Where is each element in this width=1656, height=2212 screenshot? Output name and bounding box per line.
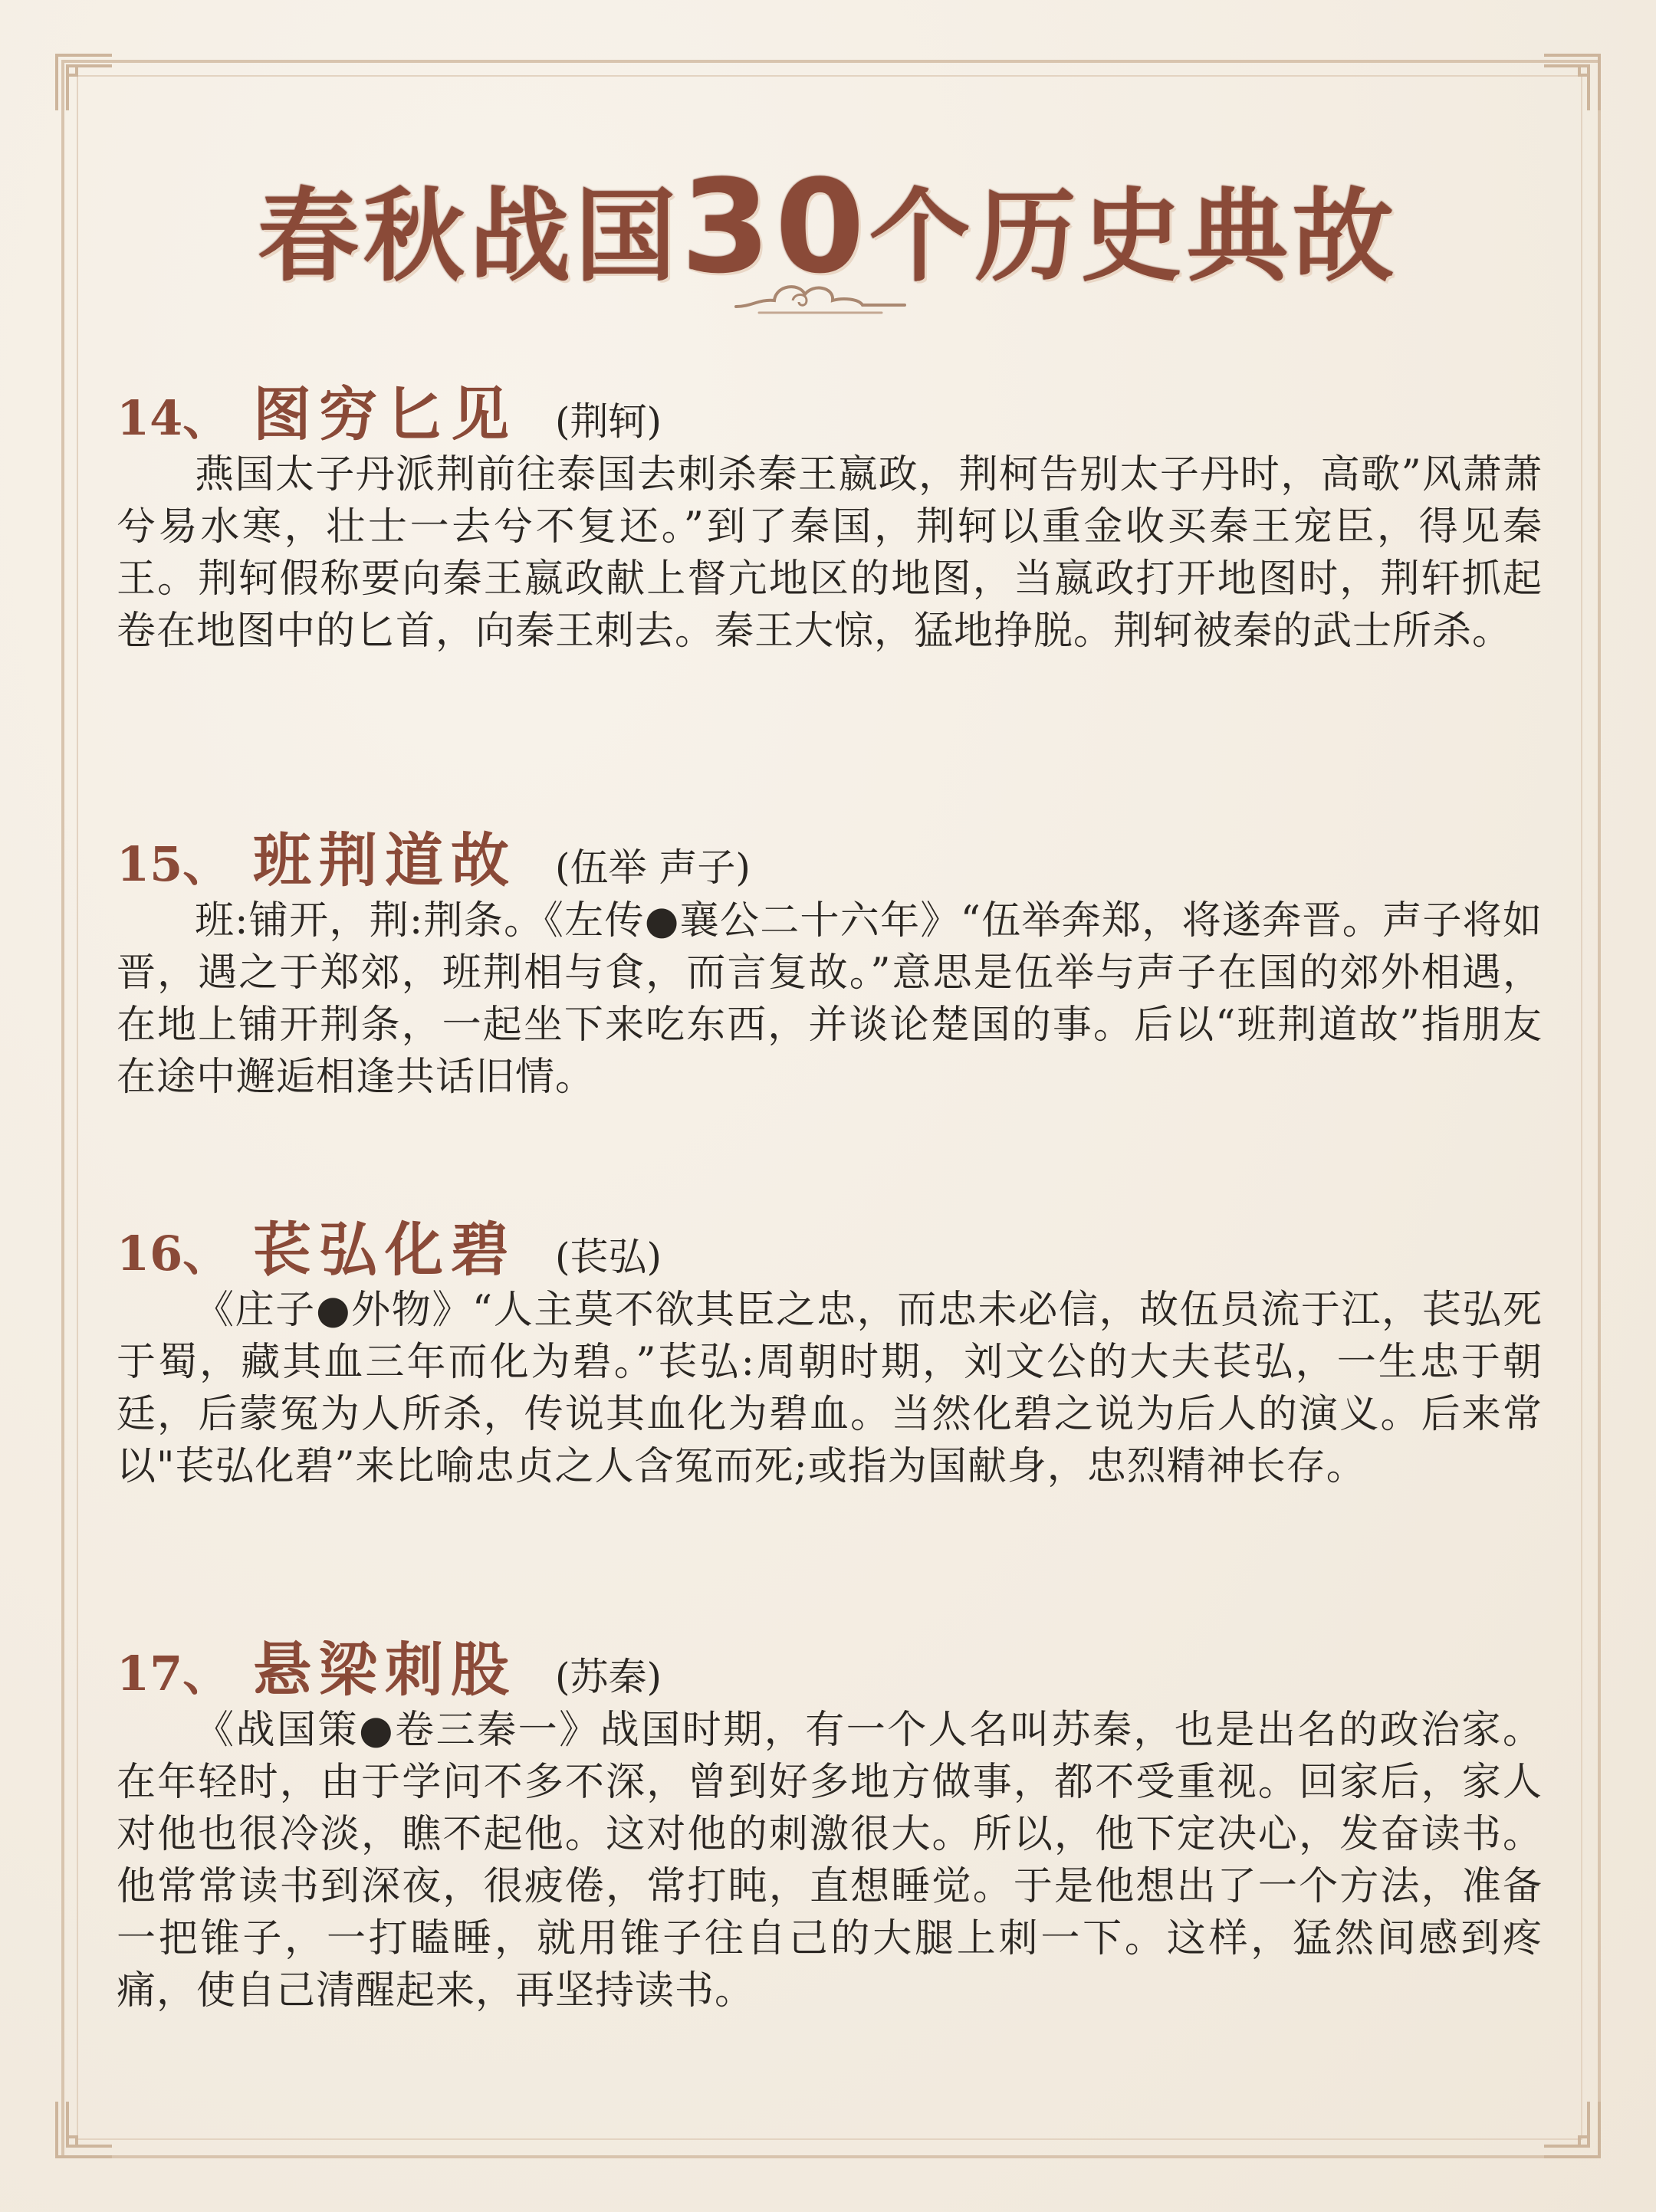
section-heading [117,1203,1543,1284]
person-name: (苌弘) [555,1235,662,1279]
idiom-title: 图穷匕见 [253,380,517,448]
person-name: (荆轲) [555,399,662,444]
section-number: 17、 [117,1646,231,1702]
section-number: 16、 [117,1226,231,1282]
story-section [117,814,1543,1104]
idiom-title: 苌弘化碧 [253,1216,517,1284]
idiom-title: 悬梁刺股 [253,1636,517,1704]
title-suffix: 个历史典故 [869,177,1398,296]
story-section [117,1203,1543,1493]
section-body: 燕国太子丹派荆前往泰国去刺杀秦王嬴政，荆柯告别太子丹时，高歌”风萧萧兮易水寒，壮士一去兮不复还。”到了秦国，荆轲以重金收买秦王宠臣，得见秦王。荆轲假称要向秦王嬴政献上督亢地区的地图，当嬴政打开地图时，荆轩抓起卷在地图中的匕首，向秦王刺去。秦王大惊，猛地挣脱。荆轲被秦的武士所杀。 [117,452,1543,654]
corner-ornament-icon [1541,2099,1602,2160]
section-heading [117,1623,1543,1704]
person-name: (苏秦) [555,1655,662,1699]
idiom-title: 班荆道故 [253,826,517,894]
cloud-ornament-icon [728,268,912,322]
person-name: (伍举 声子) [555,845,751,890]
section-body: 班:铺开，荆:荆条。《左传●襄公二十六年》“伍举奔郑，将遂奔晋。声子将如晋，遇之于郑郊，班荆相与食，而言复故。”意思是伍举与声子在国的郊外相遇，在地上铺开荆条，一起坐下来吃东西，并谈论楚国的事。后以“班荆道故”指朋友在途中邂逅相逢共话旧情。 [117,898,1543,1100]
section-number: 15、 [117,836,231,892]
section-body: 《战国策●卷三秦一》战国时期，有一个人名叫苏秦，也是出名的政治家。在年轻时，由于学问不多不深，曾到好多地方做事，都不受重视。回家后，家人对他也很冷淡，瞧不起他。这对他的刺激很大。所以，他下定决心，发奋读书。他常常读书到深夜，很疲倦，常打盹，直想睡觉。于是他想出了一个方法，准备一把锥子，一打瞌睡，就用锥子往自己的大腿上刺一下。这样，猛然间感到疼痛，使自己清醒起来，再坚持读书。 [117,1708,1543,2013]
corner-ornament-icon [54,52,115,113]
corner-ornament-icon [1541,52,1602,113]
story-section [117,1623,1543,2017]
section-body: 《庄子●外物》“人主莫不欲其臣之忠，而忠未必信，故伍员流于江，苌弘死于蜀，藏其血三年而化为碧。”苌弘:周朝时期，刘文公的大夫苌弘，一生忠于朝廷，后蒙冤为人所杀，传说其血化为碧血。当然化碧之说为后人的演义。后来常以"苌弘化碧”来比喻忠贞之人含冤而死;或指为国献身，忠烈精神长存。 [117,1288,1543,1489]
section-heading [117,814,1543,894]
story-section [117,368,1543,658]
section-heading [117,368,1543,448]
title-prefix: 春秋战国 [258,177,682,296]
section-number: 14、 [117,390,231,446]
corner-ornament-icon [54,2099,115,2160]
title-number: 30 [681,152,869,302]
